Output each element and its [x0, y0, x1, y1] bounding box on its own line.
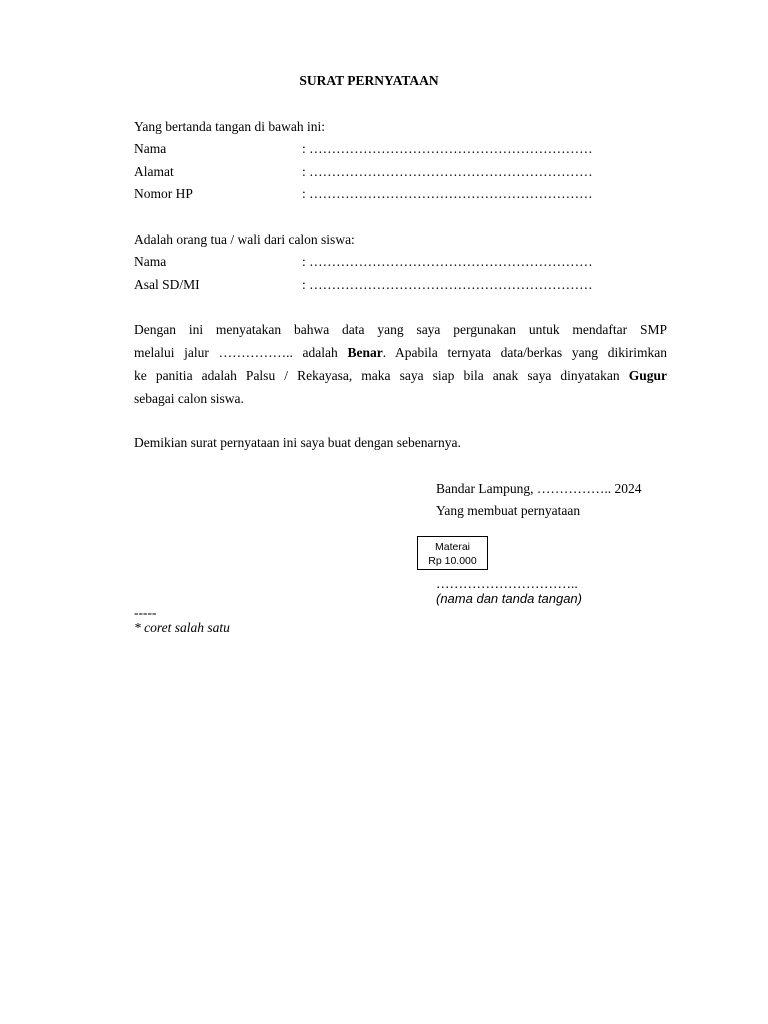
- statement-line-2-pre: melalui jalur …………….. adalah: [134, 345, 348, 360]
- intro-text: Yang bertanda tangan di bawah ini:: [134, 119, 325, 134]
- signer-name-field: : ………………………………………………………: [302, 141, 593, 156]
- student-intro-text: Adalah orang tua / wali dari calon siswa:: [134, 232, 355, 247]
- student-name-label: Nama: [134, 254, 167, 269]
- statement-line-3: [134, 364, 667, 387]
- statement-line-3-pre: ke panitia adalah Palsu / Rekayasa, maka saya siap bila anak saya dinyatakan: [134, 368, 629, 383]
- statement-line-2: [134, 341, 667, 364]
- stamp-box: [417, 536, 488, 570]
- signer-phone-label: Nomor HP: [134, 186, 193, 201]
- statement-line-1: Dengan ini menyatakan bahwa data yang saya pergunakan untuk mendaftar SMP: [134, 322, 667, 337]
- statement-gugur: Gugur: [628, 368, 667, 383]
- student-school-label: Asal SD/MI: [134, 277, 200, 292]
- statement-benar: Benar: [347, 345, 383, 360]
- stamp-line-2: Rp 10.000: [428, 555, 477, 567]
- statement-line-4: sebagai calon siswa.: [134, 391, 244, 406]
- signer-name-label: Nama: [134, 141, 167, 156]
- signer-role: Yang membuat pernyataan: [436, 503, 581, 518]
- footnote-rule: -----: [134, 605, 157, 620]
- place-date: Bandar Lampung, …………….. 2024: [436, 481, 642, 496]
- document-title: SURAT PERNYATAAN: [299, 73, 439, 88]
- student-school-field: : ………………………………………………………: [302, 277, 593, 292]
- signer-address-field: : ………………………………………………………: [302, 164, 593, 179]
- closing-text: Demikian surat pernyataan ini saya buat dengan sebenarnya.: [134, 435, 461, 450]
- signature-caption: (nama dan tanda tangan): [436, 591, 582, 606]
- footnote: * coret salah satu: [134, 620, 230, 635]
- stamp-line-1: Materai: [434, 541, 470, 553]
- statement-line-2-post: . Apabila ternyata data/berkas yang dikirimkan: [382, 345, 667, 360]
- signer-phone-field: : ………………………………………………………: [302, 186, 593, 201]
- signature-line: …………………………..: [436, 576, 578, 591]
- signer-address-label: Alamat: [134, 164, 174, 179]
- student-name-field: : ………………………………………………………: [302, 254, 593, 269]
- statement-paragraph: [134, 318, 667, 410]
